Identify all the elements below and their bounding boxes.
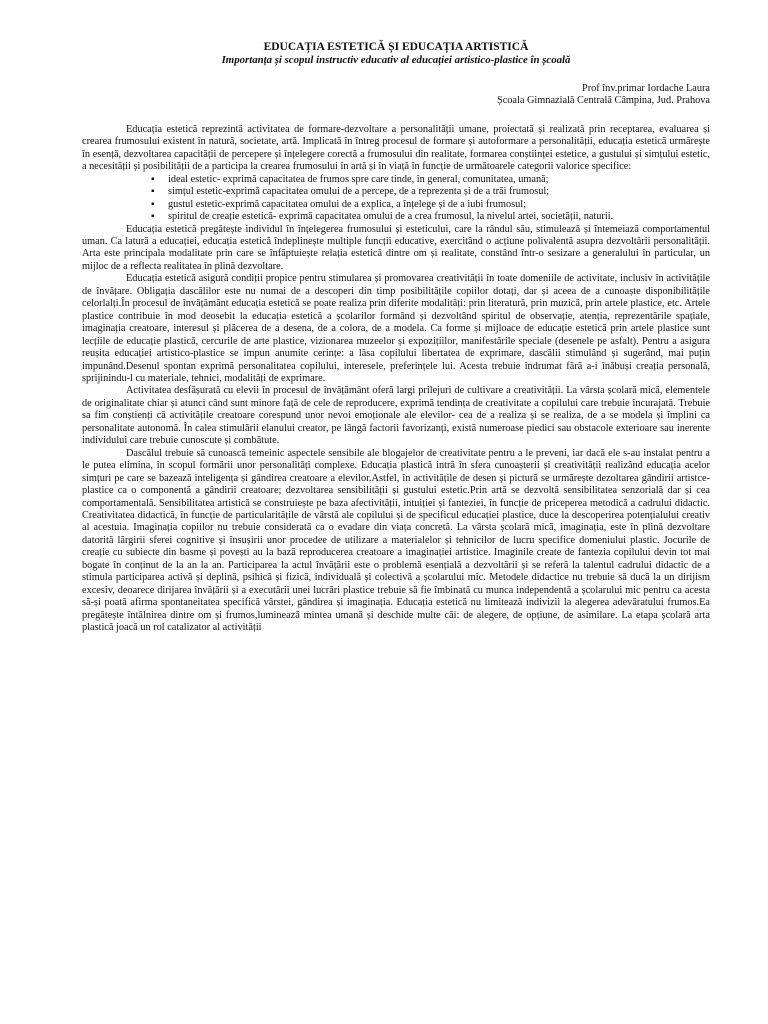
body-paragraph: Activitatea desfășurată cu elevii în procesul de învățământ oferă largi prilejuri de cultivare a creativității. La vârsta școlară mică, elementele de originalitate chiar și atunci când sunt minore față de cele de reproducere, exprimă tendința de creativitate a copilului care trebuie încurajată. Trebuie sa fim conștienți că activitățile creatoare corespund unor nevoi emoționale ale elevilor- cea de a realiza și se realiza, de a se modela și împlini ca personalitate autonomă. În calea stimulării elanului creator, pe lângă factorii favorizanți, există numeroase piedici sau obstacole exterioare sau inerente individului care trebuie cunoscute și combătute.: [82, 385, 710, 447]
aesthetic-values-list: [82, 174, 710, 224]
list-item-gust: ▪ gustul estetic-exprimă capacitatea omului de a explica, a înțelege și de a iubi frumosul;: [168, 199, 710, 211]
list-item-ideal: ▪ ideal estetic- exprimă capacitatea de frumos spre care tinde, în general, comunitatea, umană;: [168, 174, 710, 186]
document-subtitle: Importanța și scopul instructiv educativ al educației artistico-plastice în școală: [221, 54, 571, 66]
author-line: Prof înv.primar Iordache Laura: [582, 83, 710, 94]
body-paragraph: Dascălul trebuie să cunoască temeinic aspectele sensibile ale blogajelor de creativitate pentru a le preveni, iar dacă ele s-au instalat pentru a le putea elimina, în scopul formării unor personalități complexe. Educația plastică intră în sfera cunoașterii și creativității realizând educația acelor simțuri pe care se bazează inteligența și gândirea creatoare a elevilor.Astfel, în activitățile de desen și pictură se urmărește dezoltarea gândirii artistce-plastice ca o componentă a gândirii creatoare; dezvoltarea sensibilității și gustului estetic.Prin artă se dezvoltă sensibilitatea senzorială dar și cea comportamentală. Sensibilitatea artistică se construiește pe baza afectivității, intuiției și fanteziei, în funcție de priceperea metodică a cadrului didactic. Creativitatea didactică, în funcție de particularitățile de vârstă ale copilului și de specificul educației plastice, duce la descoperirea potențialului creativ al acestuia. Imaginația copiilor nu trebuie considerată ca o evadare din viața concretă. La vârsta școlară mică, imaginația, este în plină dezvoltare datorită lărgirii sferei cognitive și însușirii unor procedee de utilizare a materialelor și tehnicilor de lucru specifice domeniului plastic. Jocurile de creație cu subiecte din basme și povești au la bază reproducerea creatoare a imaginației artistice. Imaginile create de fantezia copilului devin tot mai bogate în conținut de la an la an. Participarea la actul învățării este o problemă esențială a dezvoltării și se referă la talentul cadrului didactic de a stimula participarea activă și deplină, psihică și fizică, individuală și colectivă a școlarului mic. Metodele didactice nu trebuie să ducă la un dirijism excesiv, deoarece dirijarea învățării și a executării unei lucrări plastice trebuie să fie îmbinată cu munca independentă a școlarului mic pentru ca acesta să-și poată afirma spontaneitatea specifică vârstei, gândirea și imaginația. Educația estetică nu limitează indivizii la alegerea adevăratului frumos.Ea pregătește întâlnirea dintre om și frumos,luminează mintea umană și deschide multe căi: de alegere, de opțiune, de asimilare. La etapa școlară arta plastică joacă un rol catalizator al activității: [82, 447, 710, 634]
document-page: [82, 40, 710, 634]
document-title: EDUCAȚIA ESTETICĂ ȘI EDUCAȚIA ARTISTICĂ: [263, 41, 529, 53]
list-item-spirit: ▪ spiritul de creație estetică- exprimă capacitatea omului de a crea frumosul, la nivelul artei, societății, naturii.: [168, 211, 710, 223]
list-item-simt: ▪ simțul estetic-exprimă capacitatea omului de a percepe, de a reprezenta și de a trăi frumosul;: [168, 186, 710, 198]
school-line: Școala Gimnazială Centrală Câmpina, Jud. Prahova: [496, 95, 710, 107]
body-paragraph: Educația estetică asigură condiții propice pentru stimularea și promovarea creativității în toate domeniile de activitate, inclusiv în activitățile de învățare. Obligația dascălilor este nu numai de a descoperi din timp posibilitățile copiilor dotați, dar și aceea de a cunoaște disponibilitățile celorlalți.În procesul de învățământ educația estetică se poate realiza prin diferite modalități: prin literatură, prin muzică, prin artele plastice, etc. Artele plastice contribuie în mod deosebit la educația estetică a școlarilor formând și dezvoltând spiritul de observație, atenția, reprezentările spațiale, imaginația creatoare, interesul și plăcerea de a desena, de a colora, de a modela. Ca forme și mijloace de educație estetică prin artele plastice sunt lecțiile de educație plastică, cercurile de arte plastice, vizionarea muzeelor și expozițiilor, manifestările speciale (desenele pe asfalt). Pentru a asigura reușita educației artistico-plastice se impun anumite cerințe: a lăsa copilului libertatea de exprimare, dascălii stimulând și sugerând, mai puțin impunând.Desenul spontan exprimă personalitatea copilului, interesele, preferințele lui. Acesta trebuie îndrumat fără a-i înăbuși creația personală, sprijinindu-l cu materiale, tehnici, modalități de exprimare.: [82, 273, 710, 384]
body-paragraph: Educația estetică pregătește individul în înțelegerea frumosului și esteticului, care la rândul său, stimulează și întemeiază comportamentul uman. Ca latură a educației, educația estetică îndeplinește multiple funcții educative, exercitând o acțiune polivalentă asupra dezvoltării personalității. Arta este principala modalitate prin care se înfăptuiește relația estetică dintre om și realitate, constând într-o sesizare a generalului în particular, un mijloc de a reflecta realitatea în plină dezvoltare.: [82, 223, 710, 272]
intro-paragraph: Educația estetică reprezintă activitatea de formare-dezvoltare a personalității umane, proiectată și realizată prin receptarea, evaluarea și crearea frumosului existent în natură, societate, artă. Implicată în întreg procesul de formare și autoformare a personalității, educația estetică urmărește în esență, dezvoltarea capacității de percepere și înțelegere corectă a frumosului din realitate, formarea conștiinței estetice, a gustului și simțului estetic, a necesității și posibilității de a participa la crearea frumosului în artă și în viață în funcție de următoarele categorii valorice specifice:: [82, 123, 710, 173]
